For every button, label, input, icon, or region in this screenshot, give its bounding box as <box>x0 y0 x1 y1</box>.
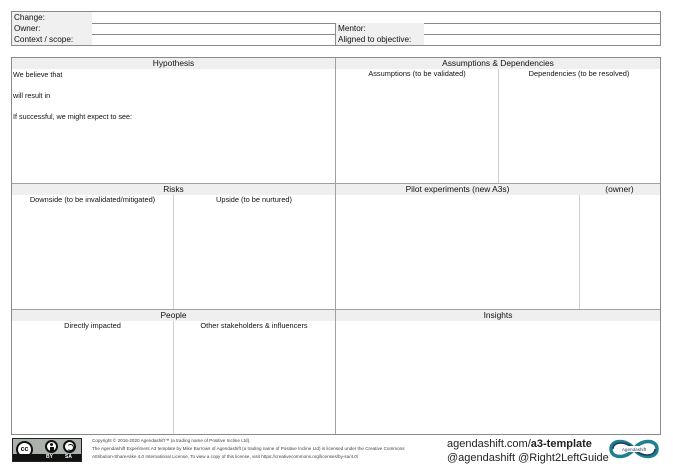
change-field[interactable] <box>92 12 660 23</box>
url-path: a3-template <box>530 438 592 450</box>
agendashift-logo-icon <box>607 437 661 461</box>
sharealike-icon <box>63 440 76 453</box>
context-row <box>12 34 660 45</box>
social-handles: @agendashift @Right2LeftGuide <box>447 452 609 464</box>
hypothesis-area[interactable] <box>12 69 335 183</box>
downside-subheader: Downside (to be invalidated/mitigated) <box>29 195 156 204</box>
attribution-icon <box>45 440 58 453</box>
downside-area[interactable] <box>12 206 173 309</box>
owner-header: (owner) <box>605 184 634 194</box>
hypothesis-header: Hypothesis <box>12 58 335 69</box>
insights-header: Insights <box>336 310 660 321</box>
owner-label: Owner: <box>12 23 92 34</box>
a3-main-grid <box>11 57 661 435</box>
dependencies-area[interactable] <box>499 80 660 183</box>
svg-text:Agendashift: Agendashift <box>621 447 647 452</box>
pilots-header: Pilot experiments (new A3s) <box>405 184 510 194</box>
assumptions-header: Assumptions & Dependencies <box>336 58 660 69</box>
aligned-field[interactable] <box>424 34 660 45</box>
agendashift-logo <box>607 437 661 461</box>
mentor-field[interactable] <box>424 23 660 34</box>
change-label: Change: <box>12 12 92 23</box>
dependencies-subheader: Dependencies (to be resolved) <box>528 69 630 78</box>
pilots-area[interactable] <box>336 195 579 309</box>
sa-label: SA <box>65 454 72 460</box>
owner-field[interactable] <box>92 23 335 34</box>
copyright-line: Copyright © 2016-2020 Agendashift™ (a trading name of Positive Incline Ltd). <box>92 438 251 443</box>
insights-area[interactable] <box>336 321 660 434</box>
aligned-label: Aligned to objective: <box>336 34 424 45</box>
template-link[interactable] <box>447 437 592 451</box>
directly-impacted-subheader: Directly impacted <box>64 321 121 330</box>
license-line-2: Attribution-ShareAlike 4.0 International License. To view a copy of this license, visit https://creativecommons.org/licenses/by-sa/4.0/ <box>92 454 359 459</box>
a3-header-table <box>11 11 661 46</box>
stakeholders-subheader: Other stakeholders & influencers <box>200 321 308 330</box>
hypothesis-line-3: If successful, we might expect to see: <box>13 112 133 121</box>
context-field[interactable] <box>92 34 335 45</box>
upside-area[interactable] <box>174 206 335 309</box>
directly-impacted-area[interactable] <box>12 332 173 434</box>
context-label: Context / scope: <box>12 34 92 45</box>
upside-subheader: Upside (to be nurtured) <box>216 195 292 204</box>
cc-by-sa-badge[interactable] <box>12 438 82 462</box>
stakeholders-area[interactable] <box>174 332 335 434</box>
people-header: People <box>12 310 335 321</box>
license-line-1: The Agendashift Experiment A3 template by Mike Burrows of Agendashift (a trading name of Positive Incline Ltd) is licensed under the Creative Commons <box>92 446 405 451</box>
owner-area[interactable] <box>580 195 660 309</box>
hypothesis-line-1: We believe that <box>13 70 63 79</box>
cc-icon: cc <box>16 441 33 458</box>
assumptions-area[interactable] <box>336 80 498 183</box>
url-prefix: agendashift.com/ <box>447 438 531 450</box>
assumptions-subheader: Assumptions (to be validated) <box>368 69 466 78</box>
legal-notice <box>92 437 437 461</box>
hypothesis-line-2: will result in <box>13 91 51 100</box>
mentor-label: Mentor: <box>336 23 424 34</box>
risks-header: Risks <box>12 184 335 195</box>
by-label: BY <box>46 454 53 460</box>
